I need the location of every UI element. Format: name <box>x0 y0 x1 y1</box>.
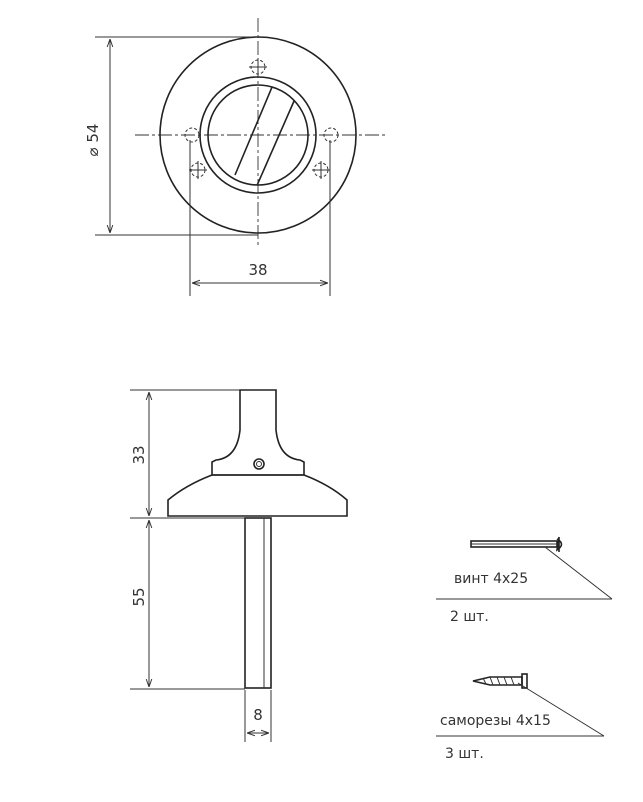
self-tapping-name: саморезы 4x15 <box>440 713 551 729</box>
leader-line <box>545 547 612 599</box>
height-lower-label: 55 <box>130 587 148 607</box>
hardware-self-tapping <box>436 674 604 762</box>
screw-qty: 2 шт. <box>450 609 489 625</box>
side-view <box>130 390 347 742</box>
diameter-label: ⌀ 54 <box>84 123 102 157</box>
screw-hole-lower-left <box>189 161 207 179</box>
pin-width-label: 8 <box>253 706 263 724</box>
screw-hole-lower-right <box>312 161 330 179</box>
knob-set-screw-hole <box>254 459 264 469</box>
screw-hole-top <box>249 58 267 76</box>
hardware-screw <box>436 537 612 625</box>
self-tapping-qty: 3 шт. <box>445 746 484 762</box>
spindle-pin <box>245 518 271 688</box>
rosette-base <box>168 475 347 516</box>
height-upper-label: 33 <box>130 445 148 465</box>
screw-name: винт 4x25 <box>454 571 529 587</box>
top-view <box>84 18 385 296</box>
width-label: 38 <box>248 261 268 279</box>
